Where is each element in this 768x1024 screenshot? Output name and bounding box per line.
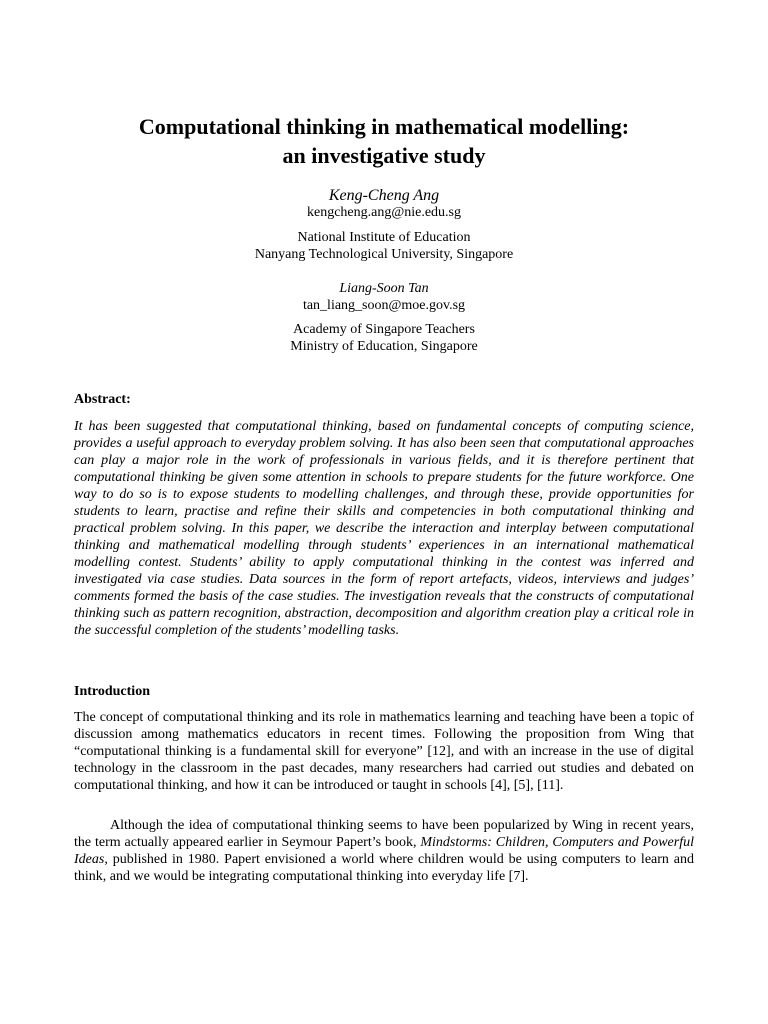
abstract-heading: Abstract: — [74, 392, 131, 407]
author-2-affiliation — [74, 322, 694, 355]
author-1-affiliation-line-1: National Institute of Education — [297, 230, 471, 245]
author-2-affiliation-line-1: Academy of Singapore Teachers — [293, 322, 475, 337]
author-2-block — [74, 281, 694, 314]
introduction-paragraph-2 — [74, 817, 694, 885]
author-1-block — [74, 186, 694, 222]
author-1-affiliation — [74, 230, 694, 263]
author-1-affiliation-line-2: Nanyang Technological University, Singapore — [254, 246, 514, 262]
author-2-email: tan_liang_soon@moe.gov.sg — [302, 297, 466, 313]
introduction-paragraph-1: The concept of computational thinking and its role in mathematics learning and teaching have been a topic of discussion among mathematics educators in recent times. Following the proposition from Wing that “computational thinking is a fundamental skill for everyone” [12], and with an increase in the use of digital technology in the classroom in the past decades, many researchers had carried out studies and debated on computational thinking, and how it can be introduced or taught in schools [4], [5], [11]. — [74, 710, 694, 793]
title-line-1: Computational thinking in mathematical modelling: — [138, 114, 630, 139]
author-2-affiliation-line-2: Ministry of Education, Singapore — [290, 338, 478, 354]
author-1-email: kengcheng.ang@nie.edu.sg — [306, 205, 461, 220]
paper-title — [74, 112, 694, 170]
author-2-name: Liang-Soon Tan — [339, 281, 429, 296]
abstract-text: It has been suggested that computational thinking, based on fundamental concepts of computing science, provides a useful approach to everyday problem solving. It has also been seen that computational approaches can play a major role in the work of professionals in various fields, and it is therefore pertinent that computational thinking be given some attention in schools to prepare students for the future workforce. One way to do so is to expose students to modelling challenges, and through these, provide opportunities for students to learn, practise and refine their skills and competencies in both computational thinking and practical problem solving. In this paper, we describe the interaction and interplay between computational thinking and mathematical modelling through students’ experiences in an international mathematical modelling contest. Students’ ability to apply computational thinking in the contest was inferred and investigated via case studies. Data sources in the form of report artefacts, videos, interviews and judges’ comments formed the basis of the case studies. The investigation reveals that the constructs of computational thinking such as pattern recognition, abstraction, decomposition and algorithm creation play a critical role in the successful completion of the students’ modelling tasks. — [74, 419, 694, 638]
paragraph-2-text-before: Although the idea of computational thinking seems to have been popularized by Wing in recent years, the term actually appeared earlier in Seymour Papert’s book, — [74, 818, 694, 850]
paragraph-2-text-after: , published in 1980. Papert envisioned a world where children would be using computers to learn and think, and we would be integrating computational thinking into everyday life [7]. — [74, 852, 694, 884]
book-title: Mindstorms: Children, Computers and Powerful Ideas — [74, 835, 694, 867]
author-1-name: Keng-Cheng Ang — [328, 187, 440, 204]
introduction-heading: Introduction — [74, 684, 150, 699]
title-line-2: an investigative study — [282, 143, 486, 168]
